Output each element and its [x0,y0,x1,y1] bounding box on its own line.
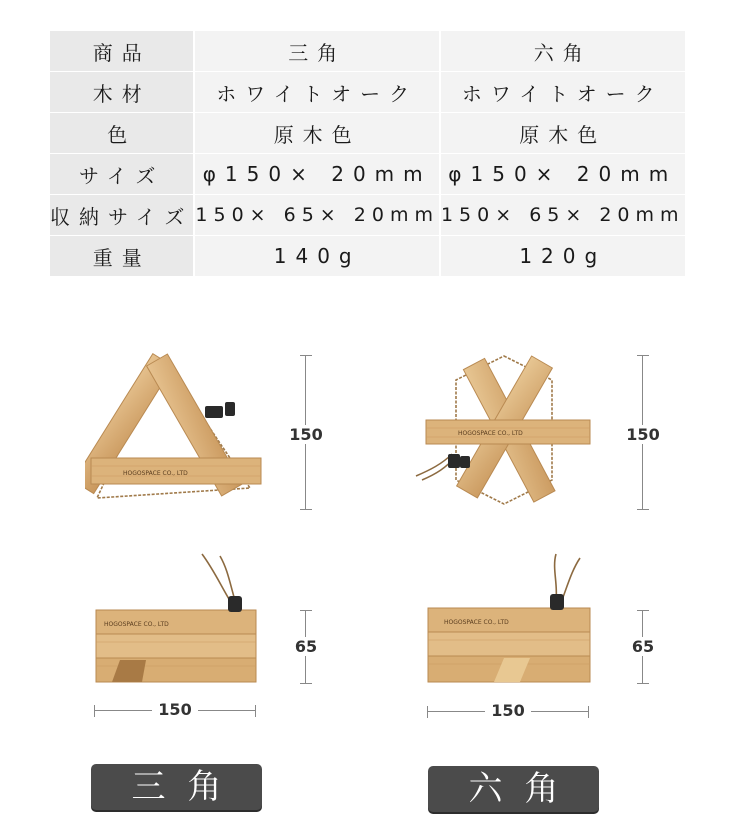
cell-hexagon-color: 原木色 [440,113,685,154]
cell-triangle-size: φ150× 20mm [194,154,440,195]
triangle-trivet-illustration [85,348,275,518]
cell-triangle-weight: 140g [194,236,440,277]
table-row [50,31,685,72]
hexagon-height-value: 150 [623,425,663,444]
table-row [50,113,685,154]
engraving-text: HOGOSPACE CO., LTD [458,430,523,437]
triangle-stored-illustration [90,548,260,688]
hexagon-stored-height-value: 65 [623,637,663,656]
triangle-stored-width-value: 150 [158,700,192,719]
cell-hexagon-storage-size: 150× 65× 20mm [440,195,685,236]
triangle-stored-photo [90,548,260,688]
hexagon-stored-illustration [422,548,592,688]
cell-triangle-wood: ホワイトオーク [194,72,440,113]
table-row [50,154,685,195]
hexagon-trivet-illustration [412,352,597,512]
hexagon-stored-width-value: 150 [491,701,525,720]
triangle-label: 三角 [91,764,262,810]
row-label-storage-size: 収納サイズ [50,195,194,236]
table-row [50,236,685,277]
triangle-assembled-photo [85,348,275,518]
cell-triangle-color: 原木色 [194,113,440,154]
cell-triangle-product: 三角 [194,31,440,72]
spec-table [50,31,685,277]
hexagon-height-dimension [626,355,660,510]
cell-hexagon-wood: ホワイトオーク [440,72,685,113]
hexagon-label: 六角 [428,766,599,812]
triangle-stored-height-dimension [294,610,318,684]
engraving-text: HOGOSPACE CO., LTD [444,619,509,626]
triangle-height-value: 150 [286,425,326,444]
cell-hexagon-product: 六角 [440,31,685,72]
row-label-color: 色 [50,113,194,154]
cell-hexagon-weight: 120g [440,236,685,277]
row-label-size: サイズ [50,154,194,195]
table-row [50,195,685,236]
table-row [50,72,685,113]
hexagon-stored-height-dimension [631,610,655,684]
cell-hexagon-size: φ150× 20mm [440,154,685,195]
triangle-stored-width-dimension [94,700,256,719]
engraving-text: HOGOSPACE CO., LTD [123,470,188,477]
hexagon-stored-photo [422,548,592,688]
row-label-weight: 重量 [50,236,194,277]
triangle-height-dimension [289,355,323,510]
triangle-stored-height-value: 65 [286,637,326,656]
row-label-product: 商品 [50,31,194,72]
engraving-text: HOGOSPACE CO., LTD [104,621,169,628]
hexagon-stored-width-dimension [427,701,589,720]
cell-triangle-storage-size: 150× 65× 20mm [194,195,440,236]
row-label-wood: 木材 [50,72,194,113]
hexagon-assembled-photo [412,352,597,512]
